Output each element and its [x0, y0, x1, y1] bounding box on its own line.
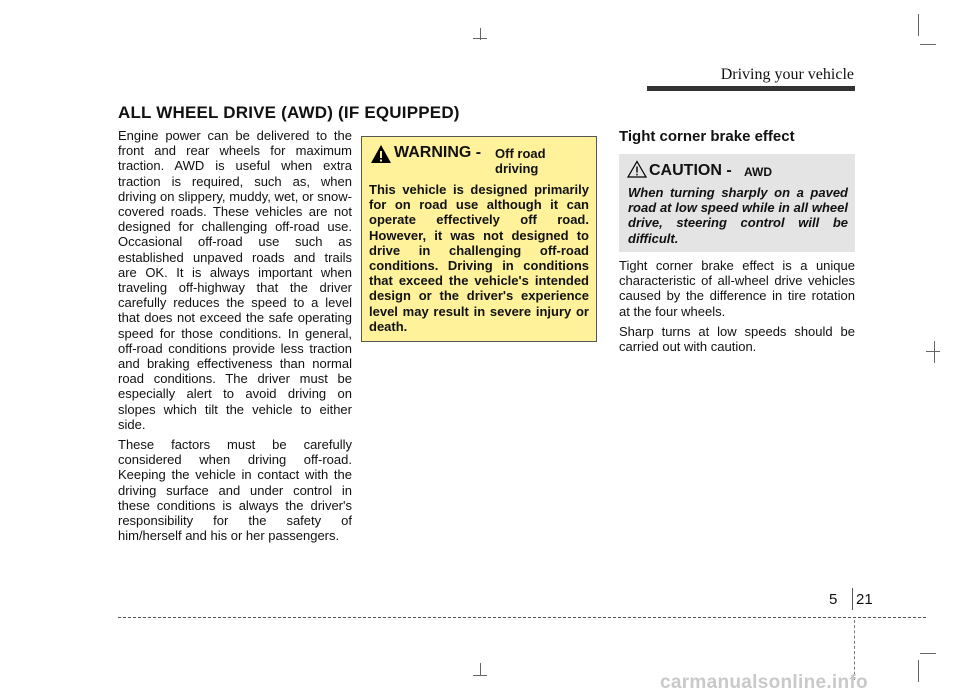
running-head: Driving your vehicle: [720, 66, 854, 83]
warning-box: [361, 136, 597, 342]
crop-mark: [480, 663, 481, 675]
footer-rule: [118, 617, 926, 618]
crop-mark: [920, 44, 936, 45]
warning-subject-line-2: driving: [495, 161, 539, 176]
caution-subject: AWD: [744, 165, 772, 179]
body-paragraph: Engine power can be delivered to the front and rear wheels for maximum traction. AWD is useful when extra traction is required, such as, when driving on slippery, muddy, wet, or snow-covered roads. These vehicles are not designed for challenging off-road use. Occasional off-road use such as established unpaved roads and trails are OK. It is always important when traveling off-highway that the driver carefully reduces the speed to a level that does not exceed the safe operating speed for those conditions. In general, off-road conditions provide less traction and braking effectiveness than normal road conditions. The driver must be especially alert to avoid driving on slopes which tilt the vehicle to either side.: [118, 128, 352, 432]
crop-mark: [854, 620, 856, 680]
body-paragraph: Tight corner brake effect is a unique characteristic of all-wheel drive vehicles caused by the difference in tire rotation at the four wheels.: [619, 258, 855, 319]
page-number: 21: [856, 591, 873, 608]
header-bar: [647, 86, 855, 91]
crop-mark: [920, 653, 936, 654]
crop-mark: [934, 341, 935, 363]
body-column-1: [118, 128, 352, 548]
body-column-3: [619, 258, 855, 359]
warning-subject: Off road: [495, 146, 546, 161]
crop-mark: [473, 675, 487, 676]
page-number-separator: [852, 588, 853, 610]
crop-mark: [926, 351, 940, 352]
section-title: ALL WHEEL DRIVE (AWD) (IF EQUIPPED): [118, 103, 460, 122]
caution-box: [619, 154, 855, 252]
subheading: Tight corner brake effect: [619, 128, 795, 145]
watermark: carmanualsonline.info: [660, 672, 868, 693]
warning-label: WARNING -: [394, 144, 482, 161]
warning-body: This vehicle is designed primarily for on road use although it can operate effectively off road. However, it was not designed to drive in challenging off-road conditions. Driving in conditions that exceed the vehicle's intended design or the driver's experience level may result in severe injury or death.: [369, 182, 589, 334]
warning-triangle-icon: [370, 144, 392, 164]
crop-mark: [918, 660, 919, 682]
caution-label: CAUTION -: [649, 162, 732, 179]
caution-triangle-icon: [627, 160, 647, 178]
crop-mark: [473, 38, 487, 39]
crop-mark: [918, 14, 919, 36]
body-paragraph: These factors must be carefully considered when driving off-road. Keeping the vehicle in contact with the driving surface and under control in these conditions is always the driver's responsibility for the safety of him/herself and his or her passengers.: [118, 437, 352, 544]
body-paragraph: Sharp turns at low speeds should be carried out with caution.: [619, 323, 855, 355]
chapter-number: 5: [829, 591, 838, 608]
caution-body: When turning sharply on a paved road at low speed while in all wheel drive, steering control will be difficult.: [628, 185, 848, 246]
